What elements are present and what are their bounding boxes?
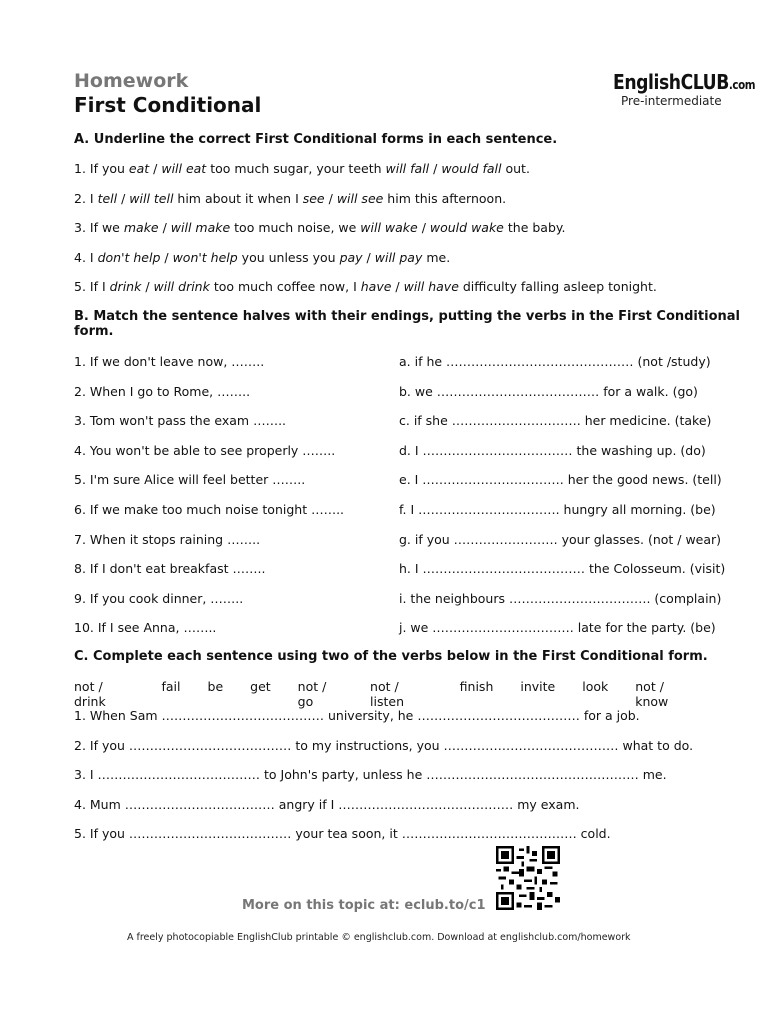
brand-suffix: .com <box>728 78 756 92</box>
sentence-text: 3. If we <box>74 220 124 235</box>
verb-option: will eat <box>161 161 207 176</box>
verb-bank-item: get <box>250 679 271 694</box>
verb-bank-item: not / know <box>635 679 669 709</box>
verb-bank-item: finish <box>459 679 494 694</box>
verb-option: will pay <box>374 250 423 265</box>
verb-option: will drink <box>153 279 210 294</box>
page-title: First Conditional <box>74 93 262 117</box>
more-info-link[interactable]: More on this topic at: eclub.to/c1 <box>242 898 486 913</box>
sentence-text: the baby. <box>503 220 566 235</box>
section-a-sentence <box>74 220 565 235</box>
verb-option: will have <box>403 279 459 294</box>
sentence-ending: b. we ………………………………… for a walk. (go) <box>399 384 698 399</box>
sentence-start: 3. Tom won't pass the exam …….. <box>74 413 287 428</box>
sentence-text: 5. If I <box>74 279 110 294</box>
section-c-sentence: 3. I ………………………………… to John's party, unless he …………………………………………… me. <box>74 767 667 782</box>
verb-option: don't help <box>97 250 161 265</box>
sentence-start: 1. If we don't leave now, …….. <box>74 354 265 369</box>
sentence-text: 1. If you <box>74 161 129 176</box>
sentence-text: / <box>158 220 171 235</box>
verb-bank-item: not / drink <box>74 679 106 709</box>
sentence-text: / <box>141 279 154 294</box>
brand-logo <box>613 70 755 94</box>
verb-bank-item: look <box>582 679 609 694</box>
sentence-text: you unless you <box>237 250 340 265</box>
verb-bank-item: invite <box>520 679 556 694</box>
sentence-start: 10. If I see Anna, …….. <box>74 620 217 635</box>
verb-bank <box>74 679 724 709</box>
verb-option: will make <box>170 220 231 235</box>
section-c-sentence: 5. If you ………………………………… your tea soon, it …………………………………… cold. <box>74 826 611 841</box>
section-a-instruction: A. Underline the correct First Conditional forms in each sentence. <box>74 132 558 147</box>
verb-option: pay <box>339 250 363 265</box>
verb-bank-item: not / go <box>297 679 327 709</box>
sentence-text: / <box>391 279 404 294</box>
verb-bank-item: be <box>207 679 224 694</box>
section-c-instruction: C. Complete each sentence using two of the verbs below in the First Conditional form. <box>74 649 708 664</box>
verb-option: tell <box>97 191 118 206</box>
sentence-text: too much sugar, your teeth <box>206 161 386 176</box>
qr-code-icon[interactable] <box>496 846 560 910</box>
sentence-ending: d. I ……………………………… the washing up. (do) <box>399 443 706 458</box>
verb-option: have <box>360 279 392 294</box>
worksheet-label: Homework <box>74 70 189 92</box>
section-b-instruction-line-2: form. <box>74 324 114 339</box>
sentence-text: / <box>117 191 130 206</box>
verb-option: won't help <box>172 250 238 265</box>
sentence-text: / <box>362 250 375 265</box>
sentence-text: / <box>324 191 337 206</box>
sentence-ending: c. if she …………………………. her medicine. (take) <box>399 413 712 428</box>
verb-option: drink <box>109 279 142 294</box>
sentence-ending: j. we ……………………………. late for the party. (be) <box>399 620 716 635</box>
section-a-sentence <box>74 250 450 265</box>
sentence-text: out. <box>501 161 530 176</box>
verb-option: will wake <box>360 220 418 235</box>
footer-credit: A freely photocopiable EnglishClub printable © englishclub.com. Download at englishclub.com/homework <box>127 932 631 943</box>
sentence-text: / <box>429 161 442 176</box>
verb-option: will fall <box>385 161 430 176</box>
sentence-ending: e. I ……………………………. her the good news. (tell) <box>399 472 722 487</box>
sentence-text: / <box>149 161 162 176</box>
sentence-text: too much coffee now, I <box>209 279 361 294</box>
sentence-start: 9. If you cook dinner, …….. <box>74 591 244 606</box>
verb-bank-item: fail <box>161 679 181 694</box>
sentence-text: me. <box>422 250 451 265</box>
sentence-ending: i. the neighbours ……………………………. (complain) <box>399 591 722 606</box>
sentence-ending: g. if you ……………………. your glasses. (not / wear) <box>399 532 722 547</box>
sentence-start: 5. I'm sure Alice will feel better …….. <box>74 472 306 487</box>
sentence-ending: f. I ……………………………. hungry all morning. (be) <box>399 502 716 517</box>
section-c-sentence: 2. If you ………………………………… to my instructions, you …………………………………… what to do. <box>74 738 694 753</box>
sentence-start: 6. If we make too much noise tonight …….. <box>74 502 345 517</box>
section-a-sentence <box>74 279 657 294</box>
verb-option: see <box>302 191 325 206</box>
section-c-sentence: 1. When Sam ………………………………… university, he ………………………………… for a job. <box>74 708 640 723</box>
sentence-start: 2. When I go to Rome, …….. <box>74 384 251 399</box>
verb-option: make <box>123 220 159 235</box>
sentence-text: / <box>417 220 430 235</box>
verb-bank-item: not / listen <box>370 679 404 709</box>
section-a-sentence <box>74 161 530 176</box>
section-b-instruction-line-1: B. Match the sentence halves with their endings, putting the verbs in the First Conditional <box>74 309 740 324</box>
sentence-start: 8. If I don't eat breakfast …….. <box>74 561 266 576</box>
verb-option: would wake <box>429 220 504 235</box>
sentence-ending: a. if he ……………………………………… (not /study) <box>399 354 711 369</box>
sentence-start: 4. You won't be able to see properly …….. <box>74 443 336 458</box>
sentence-text: him about it when I <box>173 191 303 206</box>
brand-main: EnglishCLUB <box>613 70 729 94</box>
sentence-text: / <box>160 250 173 265</box>
sentence-text: 4. I <box>74 250 98 265</box>
sentence-text: him this afternoon. <box>383 191 507 206</box>
verb-option: will see <box>336 191 384 206</box>
sentence-text: 2. I <box>74 191 98 206</box>
sentence-start: 7. When it stops raining …….. <box>74 532 261 547</box>
section-c-sentence: 4. Mum ……………………………… angry if I …………………………………… my exam. <box>74 797 580 812</box>
section-a-sentence <box>74 191 506 206</box>
verb-option: eat <box>128 161 150 176</box>
level-label: Pre-intermediate <box>621 94 722 108</box>
sentence-text: difficulty falling asleep tonight. <box>458 279 657 294</box>
sentence-ending: h. I ………………………………… the Colosseum. (visit) <box>399 561 726 576</box>
verb-option: will tell <box>129 191 174 206</box>
verb-option: would fall <box>441 161 502 176</box>
sentence-text: too much noise, we <box>230 220 361 235</box>
